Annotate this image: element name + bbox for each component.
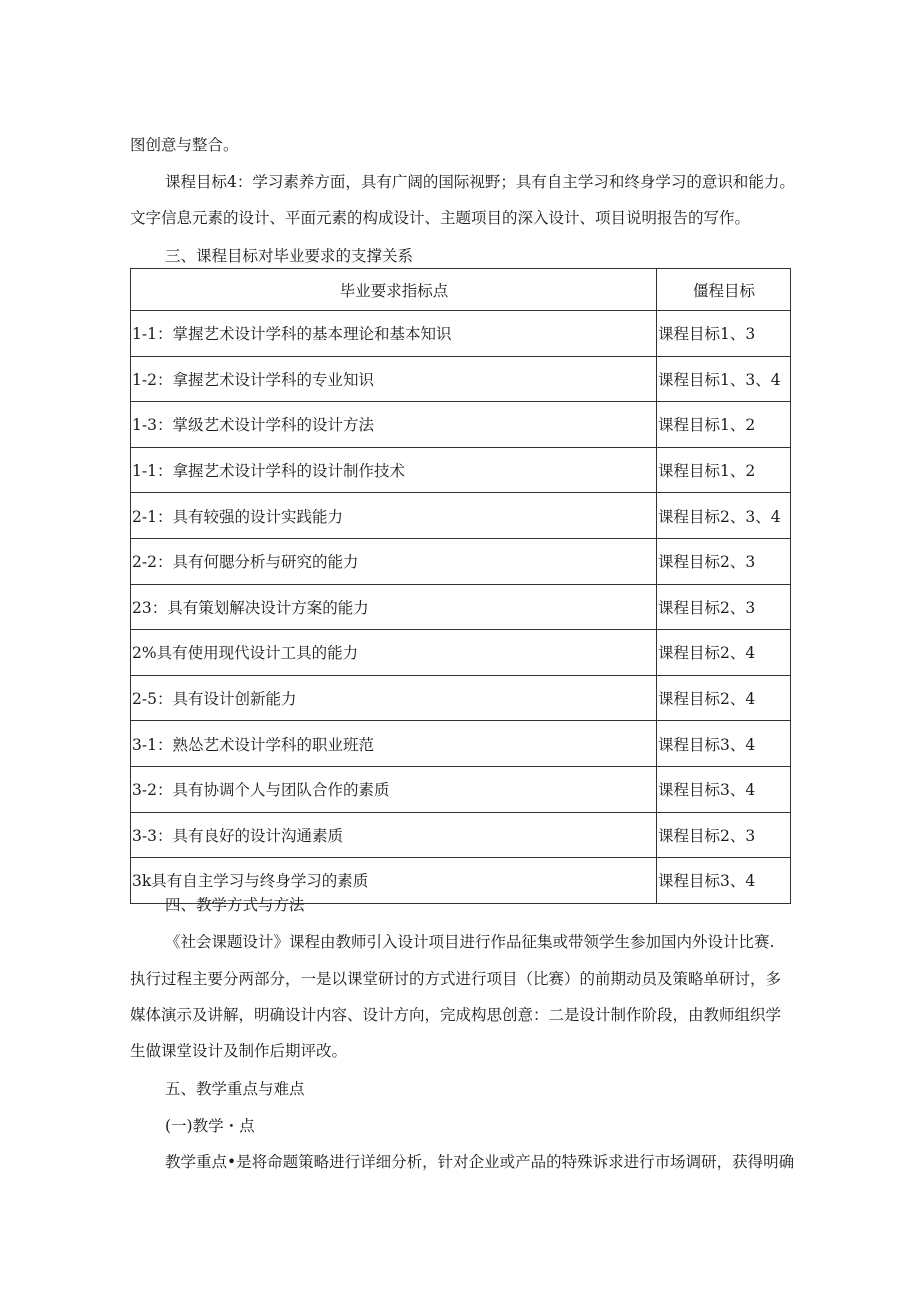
table-row — [131, 630, 791, 676]
section3-heading: 三、课程目标对毕业要求的支撑关系 — [165, 247, 414, 265]
requirement-point: 2-5：具有设计创新能力 — [131, 675, 657, 721]
goal4-line-1: 课程目标4：学习素养方面，具有广阔的国际视野；具有自主学习和终身学习的意识和能力。 — [165, 173, 795, 191]
course-goal: 课程目标3、4 — [657, 858, 791, 904]
table-row — [131, 538, 791, 584]
section4-para-line-1: 《社会课题设计》课程由教师引入设计项目进行作品征集或带领学生参加国内外设计比赛. — [165, 933, 775, 951]
table-row — [131, 402, 791, 448]
intro-line-1: 图创意与整合。 — [130, 136, 239, 154]
course-goal: 课程目标2、3 — [657, 812, 791, 858]
header-requirement-point: 毕业要求指标点 — [131, 269, 657, 311]
course-goal: 课程目标3、4 — [657, 721, 791, 767]
course-goal: 课程目标1、3、4 — [657, 356, 791, 402]
requirement-point: 3-3：具有良好的设计沟通素质 — [131, 812, 657, 858]
requirements-table — [130, 268, 791, 904]
course-goal: 课程目标2、3 — [657, 538, 791, 584]
requirement-point: 2-1：具有较强的设计实践能力 — [131, 493, 657, 539]
course-goal: 课程目标2、4 — [657, 675, 791, 721]
requirement-point: 1-2：拿握艺术设计学科的专业知识 — [131, 356, 657, 402]
course-goal: 课程目标2、3 — [657, 584, 791, 630]
table-row — [131, 356, 791, 402]
requirement-point: 1-1：拿握艺术设计学科的设计制作技术 — [131, 447, 657, 493]
course-goal: 课程目标1、2 — [657, 447, 791, 493]
course-goal: 课程目标1、3 — [657, 311, 791, 357]
requirement-point: 1-1：掌握艺术设计学科的基本理论和基本知识 — [131, 311, 657, 357]
table-row — [131, 311, 791, 357]
table-row — [131, 766, 791, 812]
requirement-point: 1-3：掌级艺术设计学科的设计方法 — [131, 402, 657, 448]
requirement-point: 23：具有策划解决设计方案的能力 — [131, 584, 657, 630]
course-goal: 课程目标1、2 — [657, 402, 791, 448]
course-goal: 课程目标3、4 — [657, 766, 791, 812]
requirement-point: 3-2：具有协调个人与团队合作的素质 — [131, 766, 657, 812]
section4-para-line-2: 执行过程主要分两部分，一是以课堂研讨的方式进行项目（比赛）的前期动员及策略单研讨，多 — [130, 970, 782, 988]
requirement-point: 2%具有使用现代设计工具的能力 — [131, 630, 657, 676]
table-row — [131, 812, 791, 858]
goal4-line-2: 文字信息元素的设计、平面元素的构成设计、主题项目的深入设计、项目说明报告的写作。 — [130, 209, 751, 227]
section5-focus-line: 教学重点•是将命题策略进行详细分析，针对企业或产品的特殊诉求进行市场调研，获得明确 — [165, 1153, 795, 1171]
section5-heading: 五、教学重点与难点 — [165, 1080, 305, 1098]
section4-para-line-4: 生做课堂设计及制作后期评改。 — [130, 1042, 348, 1060]
table-row — [131, 721, 791, 767]
table-row — [131, 584, 791, 630]
requirement-point: 2-2：具有何腮分析与研究的能力 — [131, 538, 657, 584]
section4-para-line-3: 媒体演示及讲解，明确设计内容、设计方向，完成构思创意：二是设计制作阶段，由教师组织学 — [130, 1006, 782, 1024]
requirement-point: 3-1：熟怂艺术设计学科的职业班范 — [131, 721, 657, 767]
course-goal: 课程目标2、4 — [657, 630, 791, 676]
section5-sub1: (一)教学・点 — [165, 1117, 255, 1135]
course-goal: 课程目标2、3、4 — [657, 493, 791, 539]
table-header-row — [131, 269, 791, 311]
table-row — [131, 675, 791, 721]
header-course-goal: 僵程目标 — [657, 269, 791, 311]
section4-heading: 四、教学方式与方法 — [165, 896, 305, 914]
table-row — [131, 447, 791, 493]
requirement-point: 3k具有自主学习与终身学习的素质 — [131, 858, 657, 904]
table-row — [131, 493, 791, 539]
